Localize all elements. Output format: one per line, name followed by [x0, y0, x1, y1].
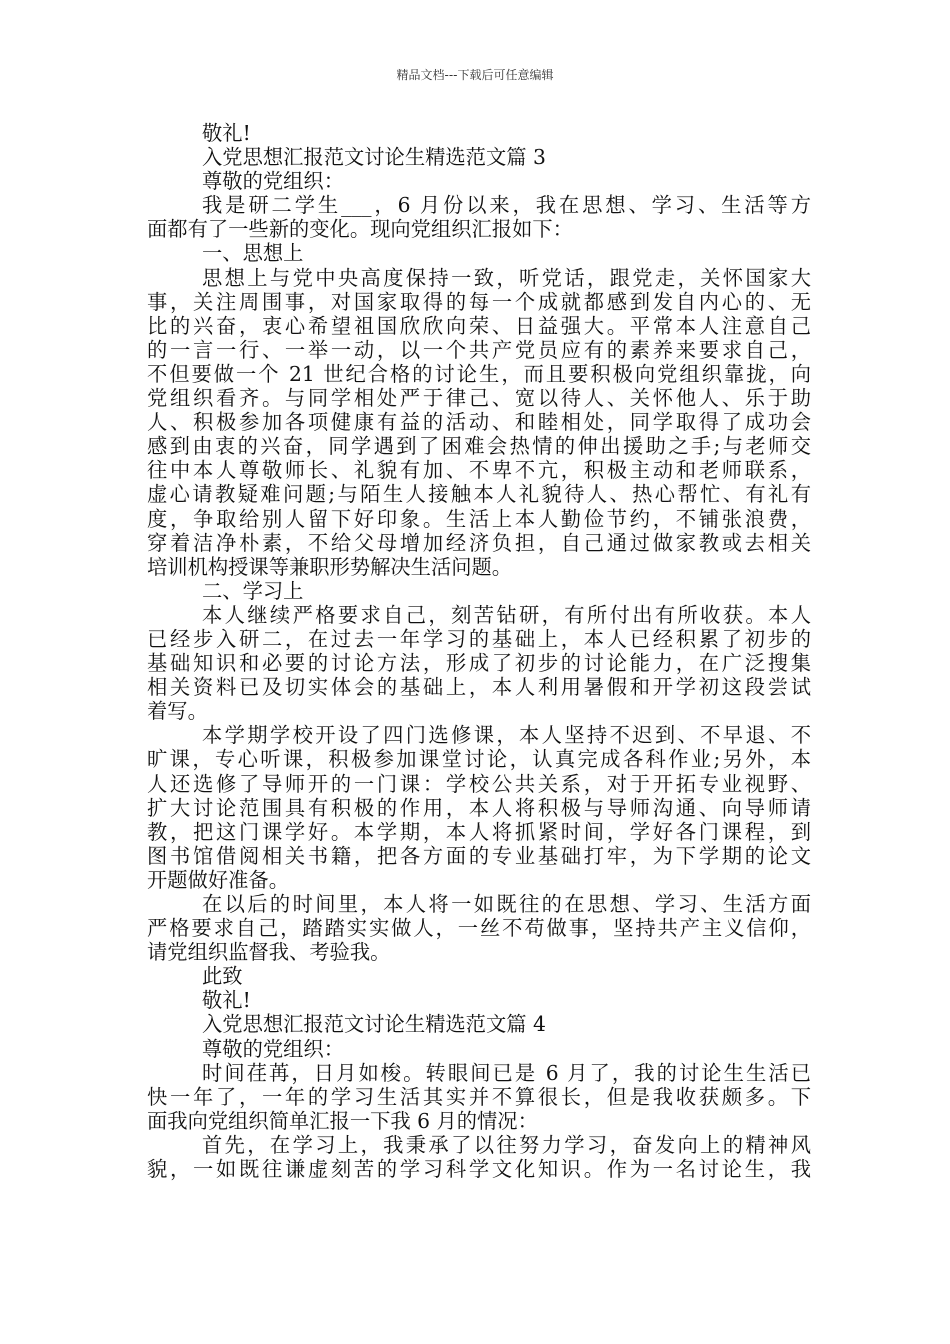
text-line-content: 时间荏苒，日月如梭。转眼间已是 6 月了，我的讨论生生活已 — [202, 1060, 811, 1085]
text-line-content: 一、思想上 — [202, 241, 304, 266]
text-line-content: 严格要求自己，踏踏实实做人，一丝不苟做事，坚持共产主义信仰， — [147, 916, 811, 941]
text-line — [147, 1133, 811, 1157]
text-line — [147, 699, 811, 723]
text-line-content: 比的兴奋，衷心希望祖国欣欣向荣、日益强大。平常本人注意自己 — [147, 313, 811, 338]
document-body — [147, 121, 811, 1181]
text-line — [147, 507, 811, 531]
text-line-content: 敬礼! — [202, 121, 251, 145]
text-line — [147, 747, 811, 771]
text-line-content: 图书馆借阅相关书籍，把各方面的专业基础打牢，为下学期的论文 — [147, 843, 811, 868]
text-line — [147, 940, 811, 964]
text-line — [147, 217, 811, 241]
text-line — [147, 362, 811, 386]
text-line — [147, 1012, 811, 1036]
text-line-content: 党组织看齐。与同学相处严于律己、宽以待人、关怀他人、乐于助 — [147, 386, 811, 411]
text-line — [147, 1037, 811, 1061]
text-line-content: 往中本人尊敬师长、礼貌有加、不卑不亢，积极主动和老师联系， — [147, 458, 811, 483]
text-line-content: 本学期学校开设了四门选修课，本人坚持不迟到、不早退、不 — [202, 723, 811, 748]
text-line — [147, 651, 811, 675]
text-line — [147, 1109, 811, 1133]
text-line-content: 已经步入研二，在过去一年学习的基础上，本人已经积累了初步的 — [147, 626, 811, 651]
text-line — [147, 892, 811, 916]
text-line — [147, 627, 811, 651]
text-line-content: 快一年了，一年的学习生活其实并不算很长，但是我收获颇多。下 — [147, 1084, 811, 1109]
text-line — [147, 796, 811, 820]
text-line-content: 请党组织监督我、考验我。 — [147, 940, 391, 965]
text-line-content: 教，把这门课学好。本学期，本人将抓紧时间，学好各门课程，到 — [147, 819, 811, 844]
text-line-content: 面都有了一些新的变化。现向党组织汇报如下： — [147, 217, 573, 242]
text-line — [147, 482, 811, 506]
text-line — [147, 145, 811, 169]
text-line-content: 穿着洁净朴素，不给父母增加经济负担，自己通过做家教或去相关 — [147, 530, 811, 555]
text-line-content: 培训机构授课等兼职形势解决生活问题。 — [147, 554, 513, 579]
text-line-content: 入党思想汇报范文讨论生精选范文篇 3 — [202, 145, 546, 170]
text-line — [147, 868, 811, 892]
text-line — [147, 338, 811, 362]
text-line-content: 的一言一行、一举一动，以一个共产党员应有的素养来要求自己， — [147, 337, 811, 362]
text-line-content: 着写。 — [147, 699, 208, 724]
text-line-content: 不但要做一个 21 世纪合格的讨论生，而且要积极向党组织靠拢，向 — [147, 361, 811, 386]
text-line-content: 貌，一如既往谦虚刻苦的学习科学文化知识。作为一名讨论生，我 — [147, 1157, 811, 1182]
text-line — [147, 290, 811, 314]
text-line — [147, 458, 811, 482]
text-line-content: 虚心请教疑难问题;与陌生人接触本人礼貌待人、热心帮忙、有礼有 — [147, 482, 811, 507]
text-line-content: 事，关注周围事，对国家取得的每一个成就都感到发自内心的、无 — [147, 289, 811, 314]
text-line — [147, 1157, 811, 1181]
text-line-content: 入党思想汇报范文讨论生精选范文篇 4 — [202, 1012, 546, 1037]
text-line-content: 尊敬的党组织： — [202, 1036, 344, 1061]
text-line — [147, 988, 811, 1012]
text-line-content: 在以后的时间里，本人将一如既往的在思想、学习、生活方面 — [202, 892, 811, 916]
text-line — [147, 1085, 811, 1109]
text-line — [147, 772, 811, 796]
text-line-content: 开题做好准备。 — [147, 867, 289, 892]
text-line — [147, 916, 811, 940]
text-line — [147, 820, 811, 844]
text-line-content: 首先，在学习上，我秉承了以往努力学习，奋发向上的精神风 — [202, 1132, 811, 1157]
text-line — [147, 555, 811, 579]
text-line — [147, 169, 811, 193]
text-line-content: 尊敬的党组织： — [202, 169, 344, 194]
text-line — [147, 1061, 811, 1085]
page-header: 精品文档---下载后可任意编辑 — [396, 68, 554, 82]
text-line — [147, 723, 811, 747]
text-line-content: 人还选修了导师开的一门课：学校公共关系，对于开拓专业视野、 — [147, 771, 811, 796]
text-line — [147, 241, 811, 265]
text-line — [147, 579, 811, 603]
text-line — [147, 434, 811, 458]
text-line-content: 人、积极参加各项健康有益的活动、和睦相处，同学取得了成功会 — [147, 410, 811, 435]
text-line — [147, 410, 811, 434]
text-line — [147, 386, 811, 410]
text-line-content: 面我向党组织简单汇报一下我 6 月的情况： — [147, 1108, 538, 1133]
text-line-content: 二、学习上 — [202, 578, 304, 603]
text-line-content: 本人继续严格要求自己，刻苦钻研，有所付出有所收获。本人 — [202, 602, 811, 627]
text-line — [147, 844, 811, 868]
text-line-content: 基础知识和必要的讨论方法，形成了初步的讨论能力，在广泛搜集 — [147, 651, 811, 676]
text-line — [147, 314, 811, 338]
text-line — [147, 675, 811, 699]
text-line — [147, 603, 811, 627]
text-line-content: 相关资料已及切实体会的基础上，本人利用暑假和开学初这段尝试 — [147, 675, 811, 700]
text-line-content: 感到由衷的兴奋，同学遇到了困难会热情的伸出援助之手;与老师交 — [147, 434, 811, 459]
text-line — [147, 193, 811, 217]
text-line — [147, 266, 811, 290]
text-line-content: 度，争取给别人留下好印象。生活上本人勤俭节约，不铺张浪费， — [147, 506, 811, 531]
text-line-content: 旷课，专心听课，积极参加课堂讨论，认真完成各科作业;另外，本 — [147, 747, 811, 772]
text-line — [147, 531, 811, 555]
text-line-content: 此致 — [202, 964, 243, 989]
text-line-content: 敬礼! — [202, 988, 251, 1013]
text-line — [147, 964, 811, 988]
text-line — [147, 121, 811, 145]
text-line-content: 扩大讨论范围具有积极的作用，本人将积极与导师沟通、向导师请 — [147, 795, 811, 820]
text-line-content: 我是研二学生___，6 月份以来，我在思想、学习、生活等方 — [202, 193, 811, 218]
text-line-content: 思想上与党中央高度保持一致，听党话，跟党走，关怀国家大 — [202, 265, 811, 290]
